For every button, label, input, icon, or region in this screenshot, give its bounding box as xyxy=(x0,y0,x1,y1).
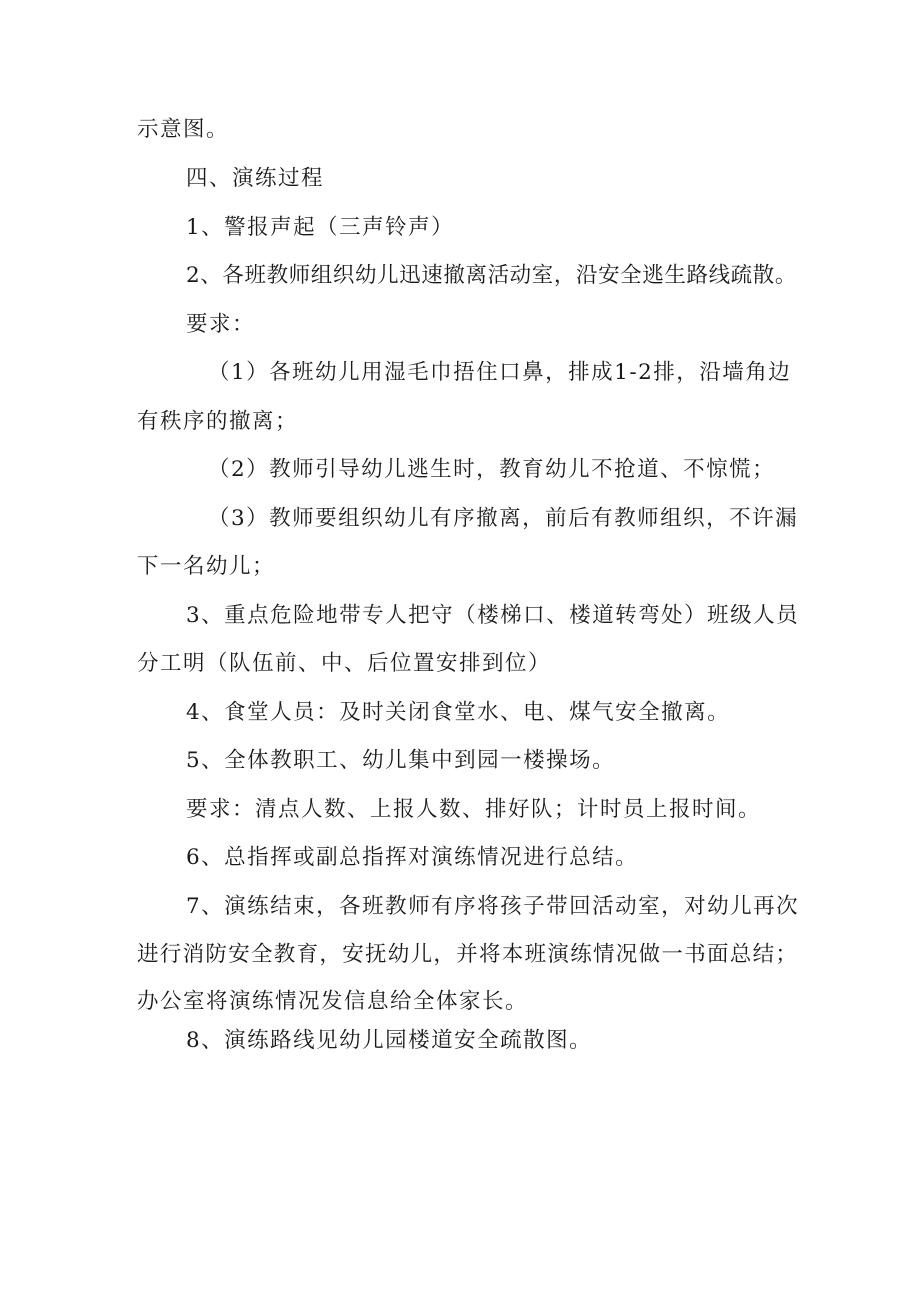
step-2: 2、各班教师组织幼儿迅速撤离活动室，沿安全逃生路线疏散。 xyxy=(186,263,797,288)
step-7-cont-2: 办公室将演练情况发信息给全体家长。 xyxy=(137,989,529,1014)
section-heading-drill-process: 四、演练过程 xyxy=(186,166,325,191)
text-line-continuation: 示意图。 xyxy=(137,117,230,142)
requirement-2: （2）教师引导幼儿逃生时，教育幼儿不抢道、不惊慌； xyxy=(208,457,776,482)
step-7: 7、演练结束，各班教师有序将孩子带回活动室，对幼儿再次 xyxy=(186,894,800,919)
step-8: 8、演练路线见幼儿园楼道安全疏散图。 xyxy=(186,1028,593,1053)
step-3-cont: 分工明（队伍前、中、后位置安排到位） xyxy=(137,651,552,676)
step-5-requirements: 要求：清点人数、上报人数、排好队；计时员上报时间。 xyxy=(186,797,762,822)
step-3: 3、重点危险地带专人把守（楼梯口、楼道转弯处）班级人员 xyxy=(186,603,800,628)
step-1: 1、警报声起（三声铃声） xyxy=(186,215,455,240)
step-4: 4、食堂人员：及时关闭食堂水、电、煤气安全撤离。 xyxy=(186,700,731,725)
requirement-1: （1）各班幼儿用湿毛巾捂住口鼻，排成1-2排，沿墙角边 xyxy=(208,360,792,385)
step-5: 5、全体教职工、幼儿集中到园一楼操场。 xyxy=(186,748,616,773)
step-7-cont: 进行消防安全教育，安抚幼儿，并将本班演练情况做一书面总结； xyxy=(137,942,799,967)
step-6: 6、总指挥或副总指挥对演练情况进行总结。 xyxy=(186,845,639,870)
requirement-1-cont: 有秩序的撤离； xyxy=(137,409,299,434)
requirement-3: （3）教师要组织幼儿有序撤离，前后有教师组织，不许漏 xyxy=(208,506,799,531)
requirement-3-cont: 下一名幼儿； xyxy=(137,554,276,579)
requirements-label: 要求： xyxy=(186,312,256,337)
